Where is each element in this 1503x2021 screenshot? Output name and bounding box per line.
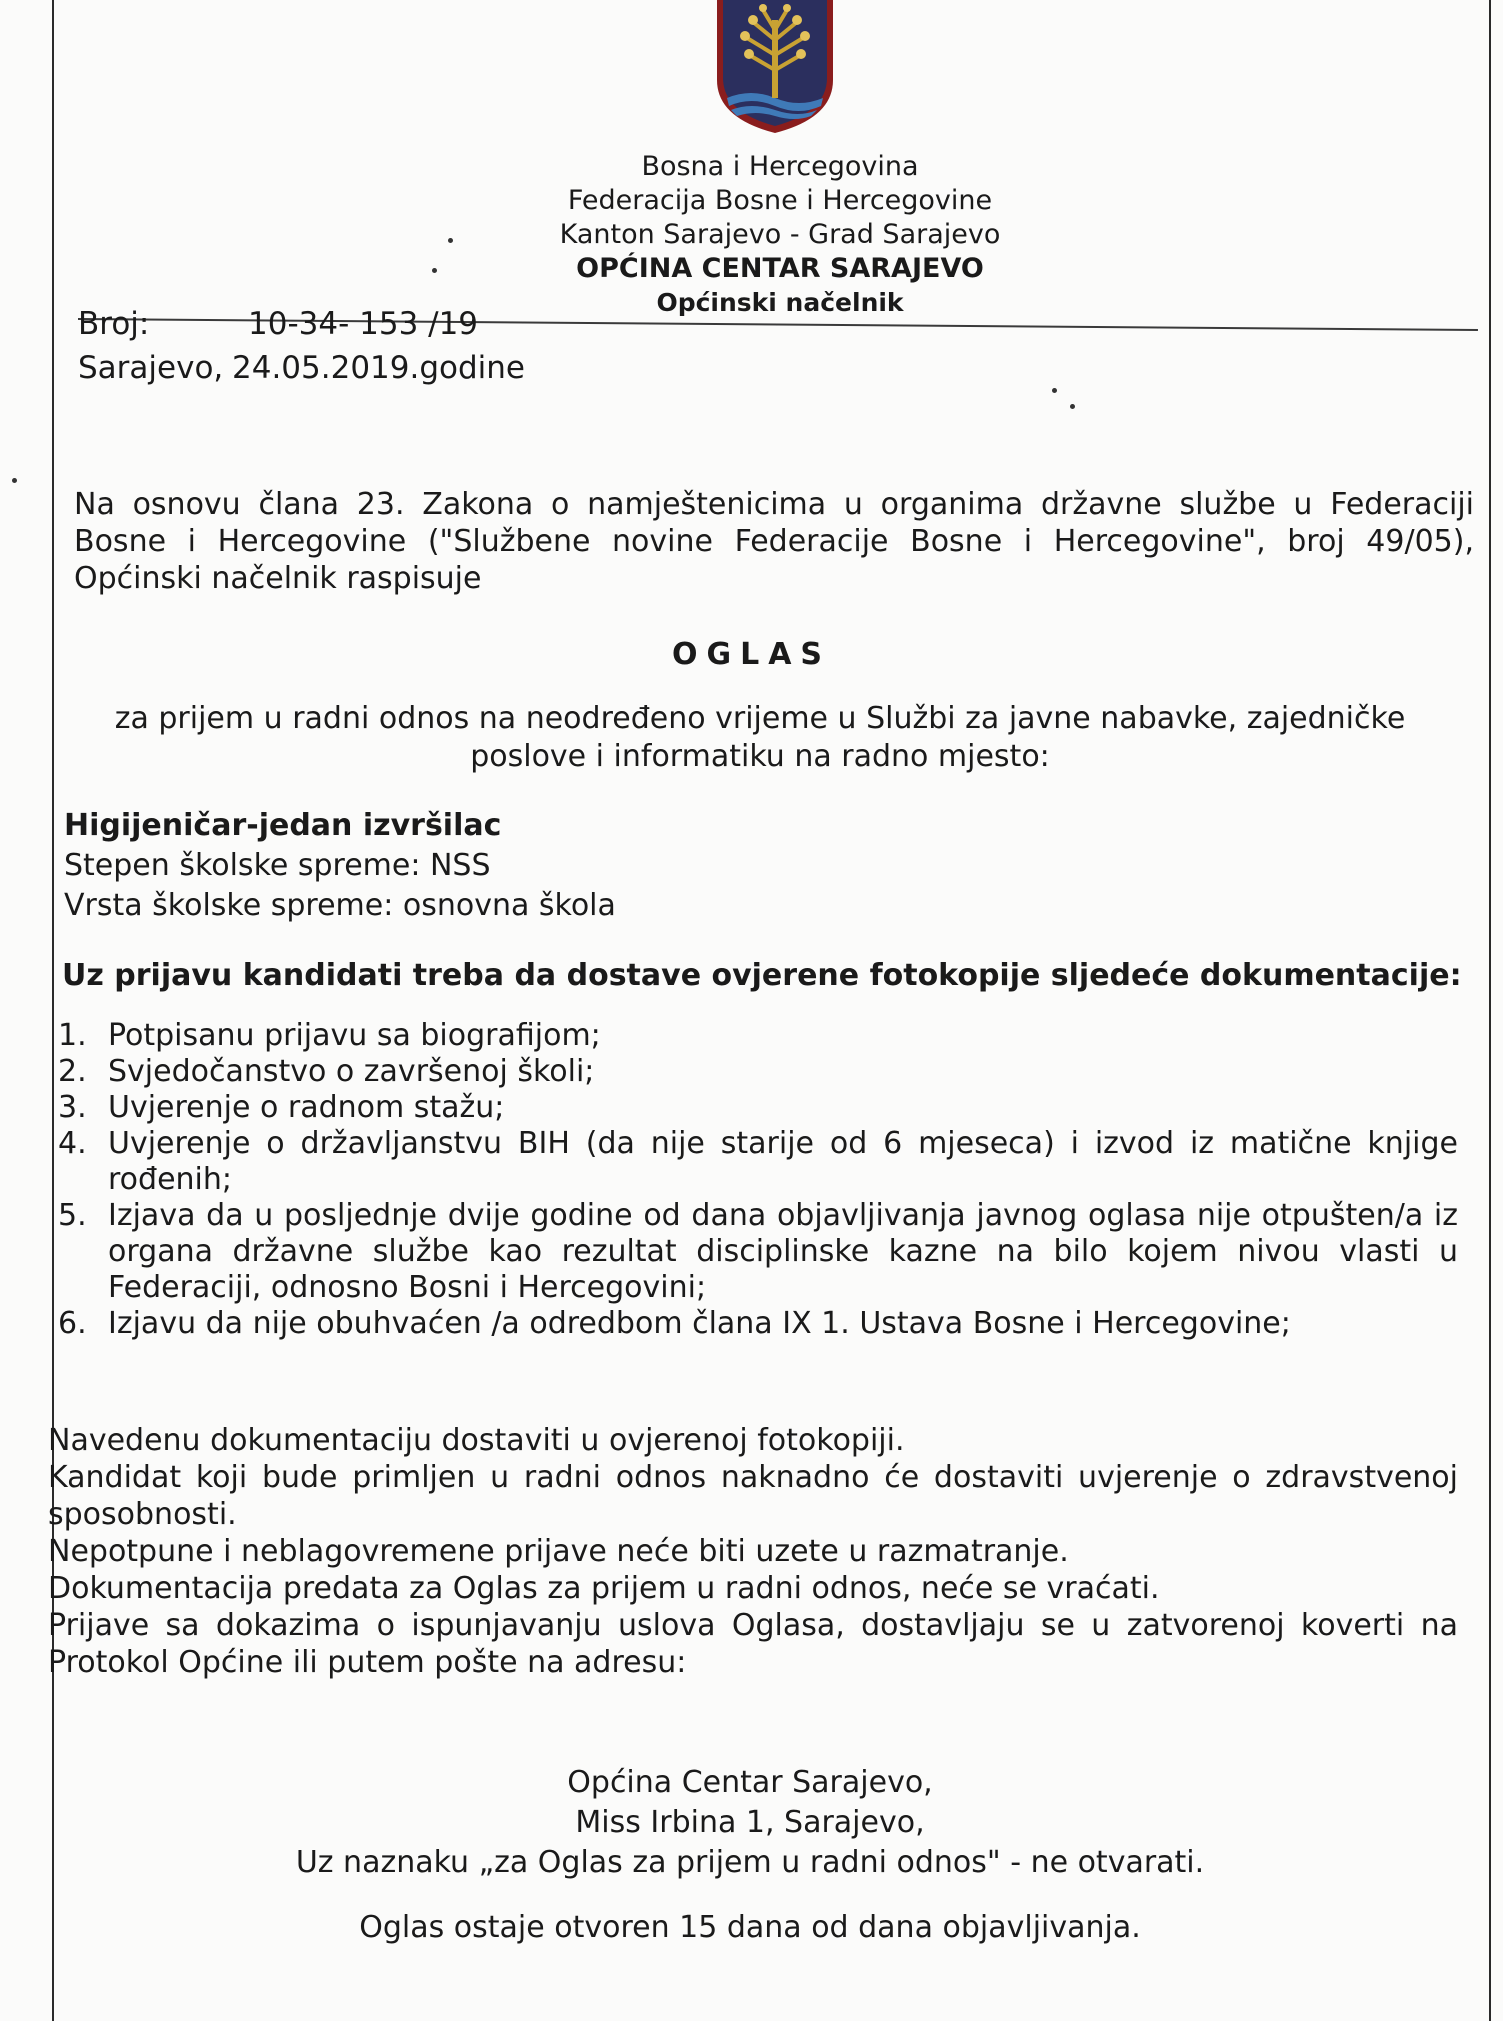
scan-speck (448, 238, 453, 243)
right-border-line (1489, 0, 1491, 2021)
reference-number-label: Broj: (78, 306, 150, 342)
address-line-1: Općina Centar Sarajevo, (567, 1765, 933, 1800)
notes-block (48, 1422, 1458, 1681)
list-item-text: Izjava da u posljednje dvije godine od dana objavljivanja javnog oglasa nije otpušten/a iz organa državne službe kao rezultat disciplinske kazne na bilo kojem nivou vlasti u Federaciji, odnosno Bosni i Hercegovini; (108, 1198, 1458, 1305)
left-border-line (52, 0, 54, 2021)
documents-heading: Uz prijavu kandidati treba da dostave ovjerene fotokopije sljedeće dokumentacije: (62, 958, 1462, 993)
list-item (58, 1054, 1458, 1090)
list-item-number: 2. (58, 1054, 87, 1089)
position-block (64, 806, 616, 926)
document-title: OGLAS (671, 637, 832, 672)
address-line-3: Uz naznaku „za Oglas za prijem u radni odnos" - ne otvarati. (295, 1845, 1205, 1880)
document-subtitle: za prijem u radni odnos na neodređeno vrijeme u Službi za javne nabavke, zajedničke poslove i informatiku na radno mjesto: (114, 701, 1406, 774)
address-block (250, 1763, 1250, 1883)
closing-statement: Oglas ostaje otvoren 15 dana od dana objavljivanja. (359, 1910, 1141, 1945)
reference-place-label: Sarajevo, (78, 350, 224, 386)
note-line: Prijave sa dokazima o ispunjavanju uslova Oglasa, dostavljaju se u zatvorenoj koverti na Protokol Općine ili putem pošte na adresu: (48, 1608, 1458, 1680)
header-office: Općinski načelnik (656, 288, 904, 317)
position-education-degree: Stepen školske spreme: NSS (64, 848, 491, 883)
list-item-number: 4. (58, 1126, 87, 1161)
header-country: Bosna i Hercegovina (641, 151, 919, 182)
list-item (58, 1306, 1458, 1342)
list-item-number: 1. (58, 1018, 87, 1053)
header-federation: Federacija Bosne i Hercegovine (567, 185, 993, 216)
note-line: Nepotpune i neblagovremene prijave neće biti uzete u razmatranje. (48, 1534, 1069, 1569)
list-item (58, 1198, 1458, 1306)
list-item (58, 1018, 1458, 1054)
reference-number-value: 10-34- 153 /19 (248, 306, 479, 342)
note-line: Kandidat koji bude primljen u radni odnos naknadno će dostaviti uvjerenje o zdravstvenoj sposobnosti. (48, 1460, 1458, 1532)
position-name: Higijeničar-jedan izvršilac (64, 808, 502, 843)
list-item-text: Izjavu da nije obuhvaćen /a odredbom člana IX 1. Ustava Bosne i Hercegovine; (108, 1306, 1291, 1341)
list-item-number: 5. (58, 1198, 87, 1233)
header-municipality: OPĆINA CENTAR SARAJEVO (576, 253, 984, 284)
reference-block (78, 302, 525, 390)
position-education-type: Vrsta školske spreme: osnovna škola (64, 888, 616, 923)
coat-of-arms-icon (711, 0, 839, 135)
list-item-text: Uvjerenje o državljanstvu BIH (da nije starije od 6 mjeseca) i izvod iz matične knjige rođenih; (108, 1126, 1458, 1197)
scan-speck (12, 478, 17, 483)
address-line-2: Miss Irbina 1, Sarajevo, (575, 1805, 925, 1840)
note-line: Dokumentacija predata za Oglas za prijem u radni odnos, neće se vraćati. (48, 1571, 1160, 1606)
reference-date-value: 24.05.2019.godine (232, 350, 526, 386)
list-item-number: 6. (58, 1306, 87, 1341)
list-item-number: 3. (58, 1090, 87, 1125)
scan-speck (1070, 404, 1075, 409)
scan-speck (1052, 388, 1057, 393)
list-item-text: Potpisanu prijavu sa biografijom; (108, 1018, 601, 1053)
document-header (500, 150, 1060, 320)
list-item (58, 1126, 1458, 1198)
scan-speck (432, 268, 437, 273)
note-line: Navedenu dokumentaciju dostaviti u ovjerenoj fotokopiji. (48, 1423, 905, 1458)
list-item-text: Svjedočanstvo o završenoj školi; (108, 1054, 595, 1089)
header-canton: Kanton Sarajevo - Grad Sarajevo (559, 219, 1001, 250)
list-item-text: Uvjerenje o radnom stažu; (108, 1090, 505, 1125)
requirements-list (58, 1018, 1458, 1342)
list-item (58, 1090, 1458, 1126)
intro-paragraph: Na osnovu člana 23. Zakona o namještenicima u organima državne službe u Federaciji Bosne i Hercegovine ("Službene novine Federacije Bosne i Hercegovine", broj 49/05), Općinski načelnik raspisuje (74, 487, 1474, 596)
